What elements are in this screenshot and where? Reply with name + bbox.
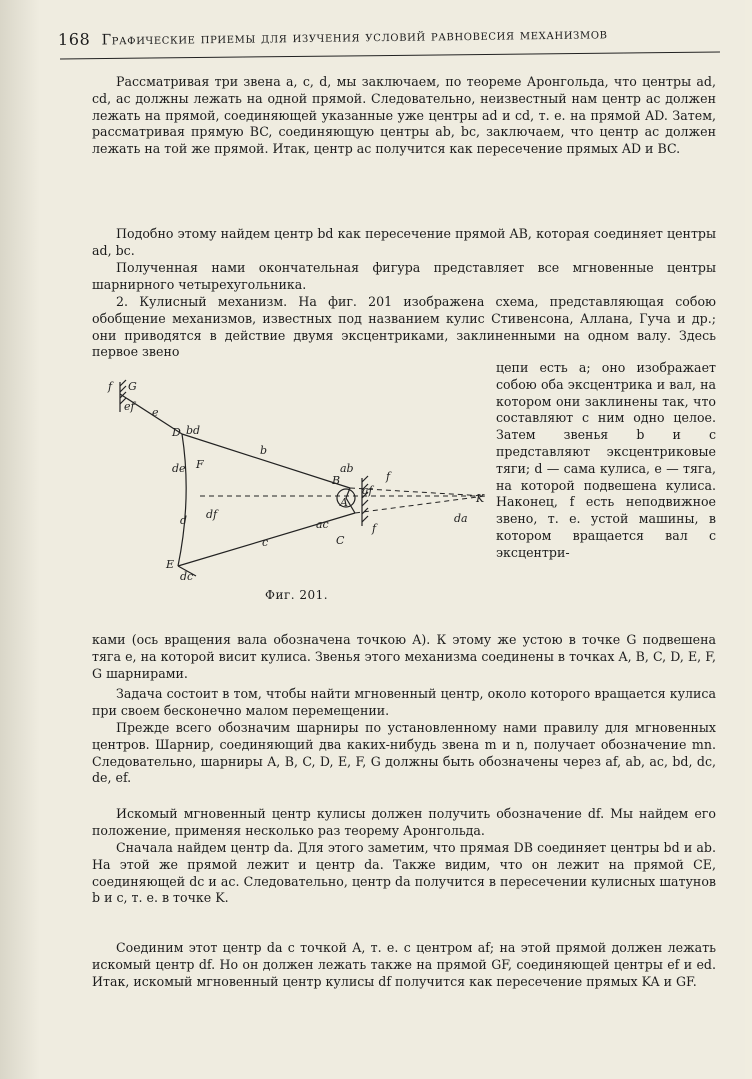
link-d — [178, 434, 186, 566]
label-bd: bd — [186, 424, 201, 437]
label-d-link: d — [180, 514, 188, 527]
figure-caption: Фиг. 201. — [265, 588, 329, 602]
label-c-point: C — [336, 534, 345, 547]
label-k: K — [476, 492, 485, 505]
paragraph-8: Прежде всего обозначим шарниры по установленному нами правилу для мгновенных центров. Шарнир, соединяющий два каких-нибудь звена m и n, получает обозначение mn. Следовательно, шарниры A, B, C, D, E, F, G должны быть обозначены через af, ab, ac, bd, dc, de, ef. — [92, 720, 716, 786]
label-e: e — [152, 406, 159, 419]
page-gutter-shadow — [0, 0, 40, 1079]
paragraph-6: ками (ось вращения вала обозначена точкою A). К этому же устою в точке G подвешена тяга e, на которой висит кулиса. Звенья этого механизма соединены в точках A, B, C, D, E, F, G шарнирами. — [92, 632, 716, 681]
label-g: G — [128, 380, 137, 393]
label-a-point: A — [340, 496, 348, 509]
line-ck — [355, 496, 485, 513]
paragraph-7: Задача состоит в том, чтобы найти мгновенный центр, около которого вращается кулиса при своем бесконечно малом перемещении. — [92, 686, 716, 718]
label-c: c — [262, 536, 269, 549]
label-d-point: D — [172, 426, 181, 439]
running-title: Графические приемы для изучения условий равновесия механизмов — [101, 26, 608, 49]
paragraph-5-wrap: цепи есть a; оно изображает собою оба эксцентрика и вал, на котором они заклинены так, что составляют с ним одно целое. Затем звенья b и c представляют эксцентриковые тяги; d — сама кулиса, e — тяга, на которой подвешена кулиса. Наконец, f есть неподвижное звено, т. е. устой машины, в котором вращается вал с эксцентри- — [496, 360, 716, 560]
paragraph-11: Соединим этот центр da с точкой A, т. е. с центром af; на этой прямой должен лежать искомый центр df. Но он должен лежать также на прямой GF, соединяющей центры ef и ed. Итак, искомый мгновенный центр кулисы df получится как пересечение прямых KA и GF. — [92, 940, 716, 989]
label-ac: ac — [316, 518, 329, 531]
label-de: de — [172, 462, 186, 475]
label-dc: dc — [180, 570, 194, 583]
paragraph-3: Полученная нами окончательная фигура представляет все мгновенные центры шарнирного четырехугольника. — [92, 260, 716, 292]
label-e-point: E — [166, 558, 175, 571]
paragraph-4: 2. Кулисный механизм. На фиг. 201 изображена схема, представляющая собою обобщение механизмов, известных под названием кулис Стивенсона, Аллана, Гуча и др.; они приводятся в действие двумя эксцентриками, заклиненными на одном валу. Здесь первое звено — [92, 294, 716, 360]
label-b-point: B — [332, 474, 341, 487]
label-df: df — [206, 508, 218, 521]
label-ef: ef — [124, 400, 135, 413]
label-af: af — [362, 484, 373, 497]
paragraph-10: Сначала найдем центр da. Для этого заметим, что прямая DB соединяет центры bd и ab. На этой же прямой лежит и центр da. Также видим, что он лежит на прямой CE, соединяющей dc и ac. Следовательно, центр da получится в пересечении кулисных шатунов b и c, т. е. в точке K. — [92, 840, 716, 906]
label-ab: ab — [340, 462, 354, 475]
label-b: b — [260, 444, 268, 457]
label-f-bottom: f — [372, 522, 377, 535]
page-number: 168 — [57, 29, 91, 50]
link-b — [182, 434, 350, 488]
paragraph-1: Рассматривая три звена a, c, d, мы заключаем, по теореме Аронгольда, что центры ad, cd, ac должны лежать на одной прямой. Следовательно, неизвестный нам центр ac должен лежать на прямой, соединяющей указанные уже центры ad и cd, т. е. на прямой AD. Затем, рассматривая прямую BC, соединяющую центры ab, bc, заключаем, что центр ac должен лежать на той же прямой. Итак, центр ac получится как пересечение прямых AD и BC. — [92, 74, 716, 157]
paragraph-9: Искомый мгновенный центр кулисы должен получить обозначение df. Мы найдем его положение, применяя несколько раз теорему Аронгольда. — [92, 806, 716, 838]
label-f-top: f — [108, 380, 113, 393]
label-da: da — [454, 512, 468, 525]
label-f-point: F — [196, 458, 204, 471]
paragraph-2: Подобно этому найдем центр bd как пересечение прямой AB, которая соединяет центры ad, bc. — [92, 226, 716, 258]
label-f-mid: f — [386, 470, 391, 483]
